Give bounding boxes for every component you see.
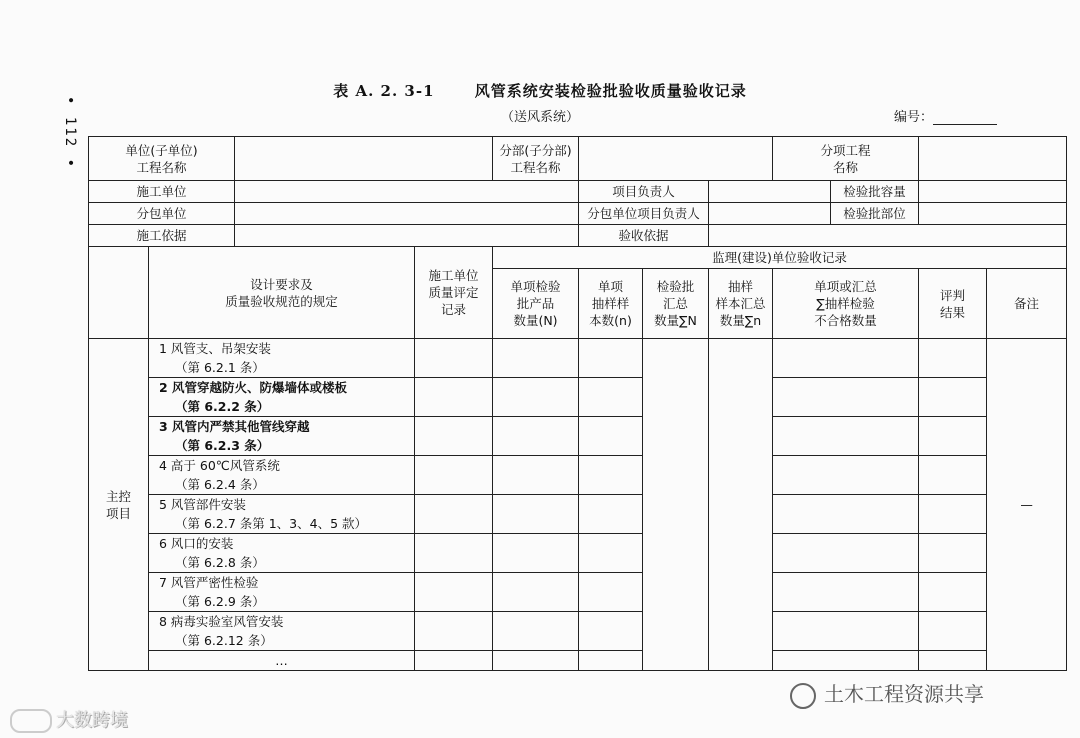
- table-row: [89, 378, 1067, 417]
- table-row: [89, 495, 1067, 534]
- single-sample-qty-cell[interactable]: [579, 612, 643, 651]
- contractor-eval-cell[interactable]: [415, 612, 493, 651]
- item-name: 4 高于 60℃风管系统: [159, 458, 280, 473]
- watermark-right: [790, 678, 984, 709]
- judgement-cell[interactable]: [919, 612, 987, 651]
- single-batch-qty-header: 单项检验 批产品 数量(N): [493, 269, 579, 339]
- nonconforming-cell[interactable]: [773, 339, 919, 378]
- table-row: [89, 534, 1067, 573]
- batch-total-qty-cell[interactable]: [643, 339, 709, 671]
- item-name: 8 病毒实验室风管安装: [159, 614, 284, 629]
- serial-blank[interactable]: [933, 112, 997, 125]
- sample-total-qty-cell[interactable]: [709, 339, 773, 671]
- single-batch-qty-cell[interactable]: [493, 495, 579, 534]
- table-row: [89, 573, 1067, 612]
- blank-corner: [89, 247, 149, 339]
- table-row: [89, 456, 1067, 495]
- item-ref: （第 6.2.9 条）: [175, 594, 265, 609]
- batch-total-qty-header: 检验批 汇总 数量∑N: [643, 269, 709, 339]
- judgement-cell[interactable]: [919, 339, 987, 378]
- single-batch-qty-cell[interactable]: [493, 534, 579, 573]
- judgement-cell[interactable]: [919, 456, 987, 495]
- watermark-left-text: 大数跨境: [56, 710, 128, 731]
- subitem-name-label: 分项工程 名称: [773, 137, 919, 181]
- table-row: [89, 417, 1067, 456]
- item-name: 1 风管支、吊架安装: [159, 341, 271, 356]
- single-batch-qty-cell[interactable]: [493, 339, 579, 378]
- item-cell: [149, 456, 415, 495]
- judgement-cell[interactable]: [919, 495, 987, 534]
- single-batch-qty-cell[interactable]: [493, 573, 579, 612]
- nonconforming-cell[interactable]: [773, 534, 919, 573]
- judgement-cell[interactable]: [919, 651, 987, 671]
- contractor-eval-cell[interactable]: [415, 534, 493, 573]
- subcontractor-value[interactable]: [235, 203, 579, 225]
- item-cell: [149, 612, 415, 651]
- table-subtitle: （送风系统）: [500, 110, 579, 125]
- single-sample-qty-cell[interactable]: [579, 495, 643, 534]
- table-row: [89, 612, 1067, 651]
- item-cell: [149, 573, 415, 612]
- sub-leader-value[interactable]: [709, 203, 831, 225]
- contractor-eval-cell[interactable]: [415, 495, 493, 534]
- item-cell: [149, 378, 415, 417]
- watermark-left: [10, 706, 128, 733]
- single-batch-qty-cell[interactable]: [493, 417, 579, 456]
- item-name: 2 风管穿越防火、防爆墙体或楼板: [159, 380, 348, 395]
- division-name-value[interactable]: [579, 137, 773, 181]
- contractor-eval-cell[interactable]: [415, 456, 493, 495]
- item-ref: （第 6.2.2 条）: [175, 399, 270, 414]
- contractor-eval-cell[interactable]: [415, 339, 493, 378]
- page-number: • 112 •: [62, 96, 78, 170]
- item-ref: （第 6.2.3 条）: [175, 438, 270, 453]
- table-title-text: 风管系统安装检验批验收质量验收记录: [474, 82, 747, 100]
- judgement-cell[interactable]: [919, 417, 987, 456]
- table-title: [0, 80, 1080, 101]
- batch-location-value[interactable]: [919, 203, 1067, 225]
- table-row: [89, 651, 1067, 671]
- single-sample-qty-cell[interactable]: [579, 573, 643, 612]
- remarks-header: 备注: [987, 269, 1067, 339]
- unit-name-label: 单位(子单位) 工程名称: [89, 137, 235, 181]
- supervision-record-header: 监理(建设)单位验收记录: [493, 247, 1067, 269]
- contractor-eval-header: 施工单位 质量评定 记录: [415, 247, 493, 339]
- item-cell: [149, 495, 415, 534]
- design-req-header: 设计要求及 质量验收规范的规定: [149, 247, 415, 339]
- contractor-eval-cell[interactable]: [415, 651, 493, 671]
- single-sample-qty-cell[interactable]: [579, 534, 643, 573]
- nonconforming-cell[interactable]: [773, 651, 919, 671]
- nonconforming-cell[interactable]: [773, 612, 919, 651]
- batch-capacity-value[interactable]: [919, 181, 1067, 203]
- single-batch-qty-cell[interactable]: [493, 651, 579, 671]
- nonconforming-header: 单项或汇总 ∑抽样检验 不合格数量: [773, 269, 919, 339]
- nonconforming-cell[interactable]: [773, 378, 919, 417]
- nonconforming-cell[interactable]: [773, 417, 919, 456]
- subitem-name-value[interactable]: [919, 137, 1067, 181]
- watermark-right-text: 土木工程资源共享: [824, 682, 984, 706]
- batch-location-label: 检验批部位: [831, 203, 919, 225]
- item-cell: [149, 339, 415, 378]
- contractor-label: 施工单位: [89, 181, 235, 203]
- single-sample-qty-cell[interactable]: [579, 339, 643, 378]
- judgement-cell[interactable]: [919, 534, 987, 573]
- item-ref: （第 6.2.7 条第 1、3、4、5 款）: [175, 516, 368, 531]
- division-name-label: 分部(子分部) 工程名称: [493, 137, 579, 181]
- batch-capacity-label: 检验批容量: [831, 181, 919, 203]
- sample-total-qty-header: 抽样 样本汇总 数量∑n: [709, 269, 773, 339]
- single-batch-qty-cell[interactable]: [493, 378, 579, 417]
- single-sample-qty-cell[interactable]: [579, 651, 643, 671]
- judgement-cell[interactable]: [919, 573, 987, 612]
- remarks-cell: —: [987, 339, 1067, 671]
- table-code: 表 A. 2. 3-1: [333, 82, 435, 100]
- single-sample-qty-header: 单项 抽样样 本数(n): [579, 269, 643, 339]
- item-name: 5 风管部件安装: [159, 497, 246, 512]
- subcontractor-label: 分包单位: [89, 203, 235, 225]
- item-name: 3 风管内严禁其他管线穿越: [159, 419, 310, 434]
- contractor-eval-cell[interactable]: [415, 417, 493, 456]
- single-batch-qty-cell[interactable]: [493, 456, 579, 495]
- logo-icon: [10, 709, 52, 733]
- project-leader-label: 项目负责人: [579, 181, 709, 203]
- table-row: [89, 339, 1067, 378]
- ellipsis-cell: …: [149, 651, 415, 671]
- item-ref: （第 6.2.12 条）: [175, 633, 273, 648]
- serial-number: [894, 106, 997, 125]
- serial-label: 编号：: [894, 110, 934, 125]
- acceptance-basis-label: 验收依据: [579, 225, 709, 247]
- single-sample-qty-cell[interactable]: [579, 456, 643, 495]
- sub-leader-label: 分包单位项目负责人: [579, 203, 709, 225]
- unit-name-value[interactable]: [235, 137, 493, 181]
- item-ref: （第 6.2.8 条）: [175, 555, 265, 570]
- item-name: 7 风管严密性检验: [159, 575, 259, 590]
- construction-basis-label: 施工依据: [89, 225, 235, 247]
- acceptance-basis-value[interactable]: [709, 225, 1067, 247]
- item-ref: （第 6.2.1 条）: [175, 360, 265, 375]
- acceptance-form-table: [88, 136, 1067, 671]
- project-leader-value[interactable]: [709, 181, 831, 203]
- construction-basis-value[interactable]: [235, 225, 579, 247]
- single-sample-qty-cell[interactable]: [579, 417, 643, 456]
- item-cell: [149, 534, 415, 573]
- nonconforming-cell[interactable]: [773, 495, 919, 534]
- item-name: 6 风口的安装: [159, 536, 234, 551]
- single-batch-qty-cell[interactable]: [493, 612, 579, 651]
- wechat-icon: [790, 683, 816, 709]
- item-cell: [149, 417, 415, 456]
- judgement-cell[interactable]: [919, 378, 987, 417]
- nonconforming-cell[interactable]: [773, 456, 919, 495]
- nonconforming-cell[interactable]: [773, 573, 919, 612]
- contractor-eval-cell[interactable]: [415, 378, 493, 417]
- item-ref: （第 6.2.4 条）: [175, 477, 265, 492]
- contractor-eval-cell[interactable]: [415, 573, 493, 612]
- judgement-header: 评判 结果: [919, 269, 987, 339]
- contractor-value[interactable]: [235, 181, 579, 203]
- single-sample-qty-cell[interactable]: [579, 378, 643, 417]
- main-control-label: 主控 项目: [89, 339, 149, 671]
